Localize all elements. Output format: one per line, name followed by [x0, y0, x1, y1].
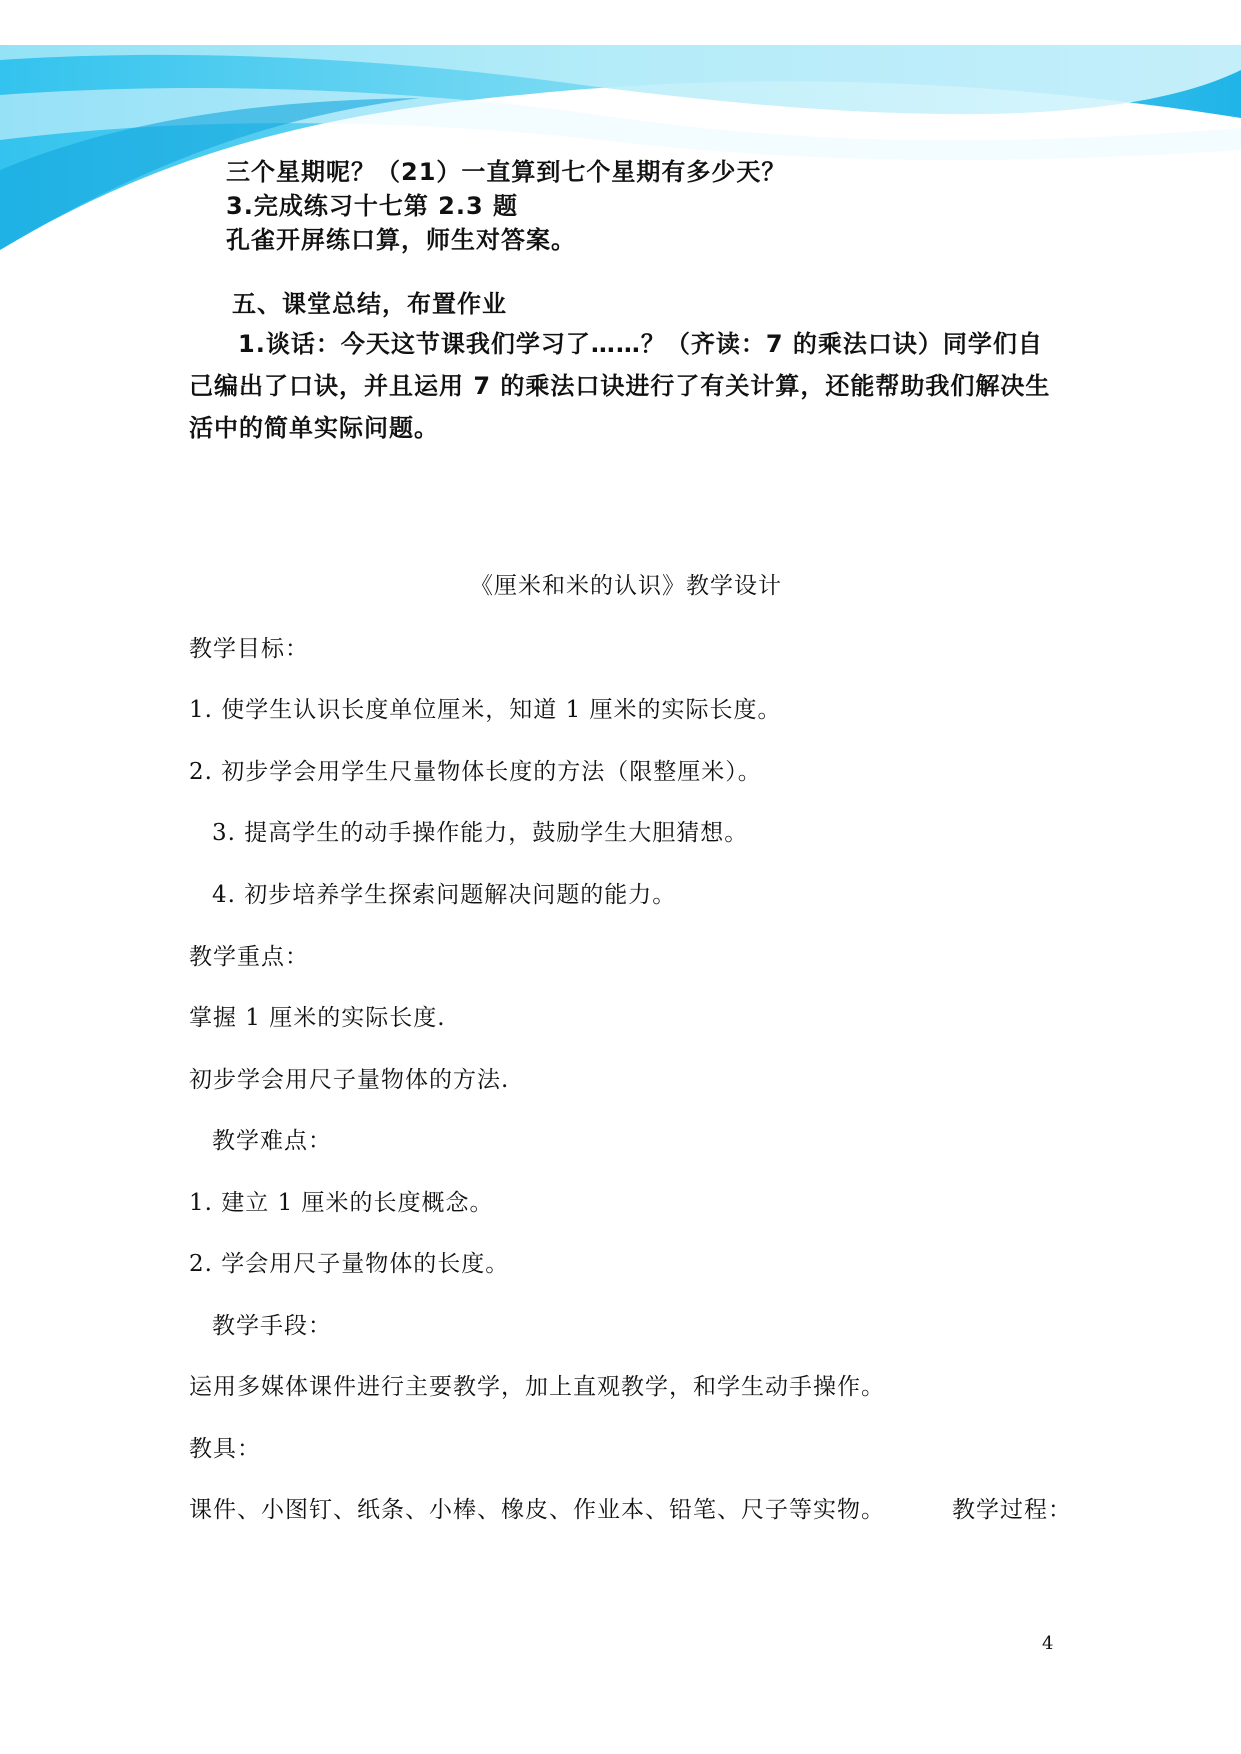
header-wave-decoration [0, 0, 1241, 300]
lesson-title: 《厘米和米的认识》教学设计 [470, 573, 782, 599]
teaching-tools-text: 课件、小图钉、纸条、小棒、橡皮、作业本、铅笔、尺子等实物。 [189, 1497, 885, 1523]
goal-item-4: 4. 初步培养学生探索问题解决问题的能力。 [212, 882, 677, 908]
section-five-heading: 五、课堂总结，布置作业 [232, 290, 507, 318]
key-point-1: 掌握 1 厘米的实际长度. [189, 1005, 446, 1031]
difficulty-item-2: 2. 学会用尺子量物体的长度。 [189, 1251, 510, 1277]
difficulty-heading: 教学难点： [212, 1128, 332, 1154]
exercise-line: 3.完成练习十七第 2.3 题 [226, 192, 519, 220]
practice-line: 孔雀开屏练口算，师生对答案。 [226, 226, 576, 254]
teaching-means-heading: 教学手段： [212, 1313, 332, 1339]
summary-paragraph-line-3: 活中的简单实际问题。 [189, 414, 439, 442]
key-point-2: 初步学会用尺子量物体的方法. [189, 1067, 510, 1093]
goal-item-1: 1. 使学生认识长度单位厘米，知道 1 厘米的实际长度。 [189, 697, 782, 723]
page-number: 4 [1042, 1633, 1054, 1654]
goal-item-2: 2. 初步学会用学生尺量物体长度的方法（限整厘米）。 [189, 759, 762, 785]
summary-paragraph-line-1: 1.谈话：今天这节课我们学习了……？（齐读：7 的乘法口诀）同学们自 [238, 330, 1043, 358]
difficulty-item-1: 1. 建立 1 厘米的长度概念。 [189, 1190, 494, 1216]
summary-paragraph-line-2: 己编出了口诀，并且运用 7 的乘法口诀进行了有关计算，还能帮助我们解决生 [189, 372, 1051, 400]
goal-item-3: 3. 提高学生的动手操作能力，鼓励学生大胆猜想。 [212, 820, 749, 846]
key-points-heading: 教学重点： [189, 944, 309, 970]
teaching-means-text: 运用多媒体课件进行主要教学，加上直观教学，和学生动手操作。 [189, 1374, 885, 1400]
teaching-tools-heading: 教具： [189, 1436, 261, 1462]
teaching-process-heading: 教学过程： [952, 1497, 1072, 1523]
continued-question-line: 三个星期呢？（21）一直算到七个星期有多少天？ [226, 158, 787, 186]
goals-heading: 教学目标： [189, 636, 309, 662]
